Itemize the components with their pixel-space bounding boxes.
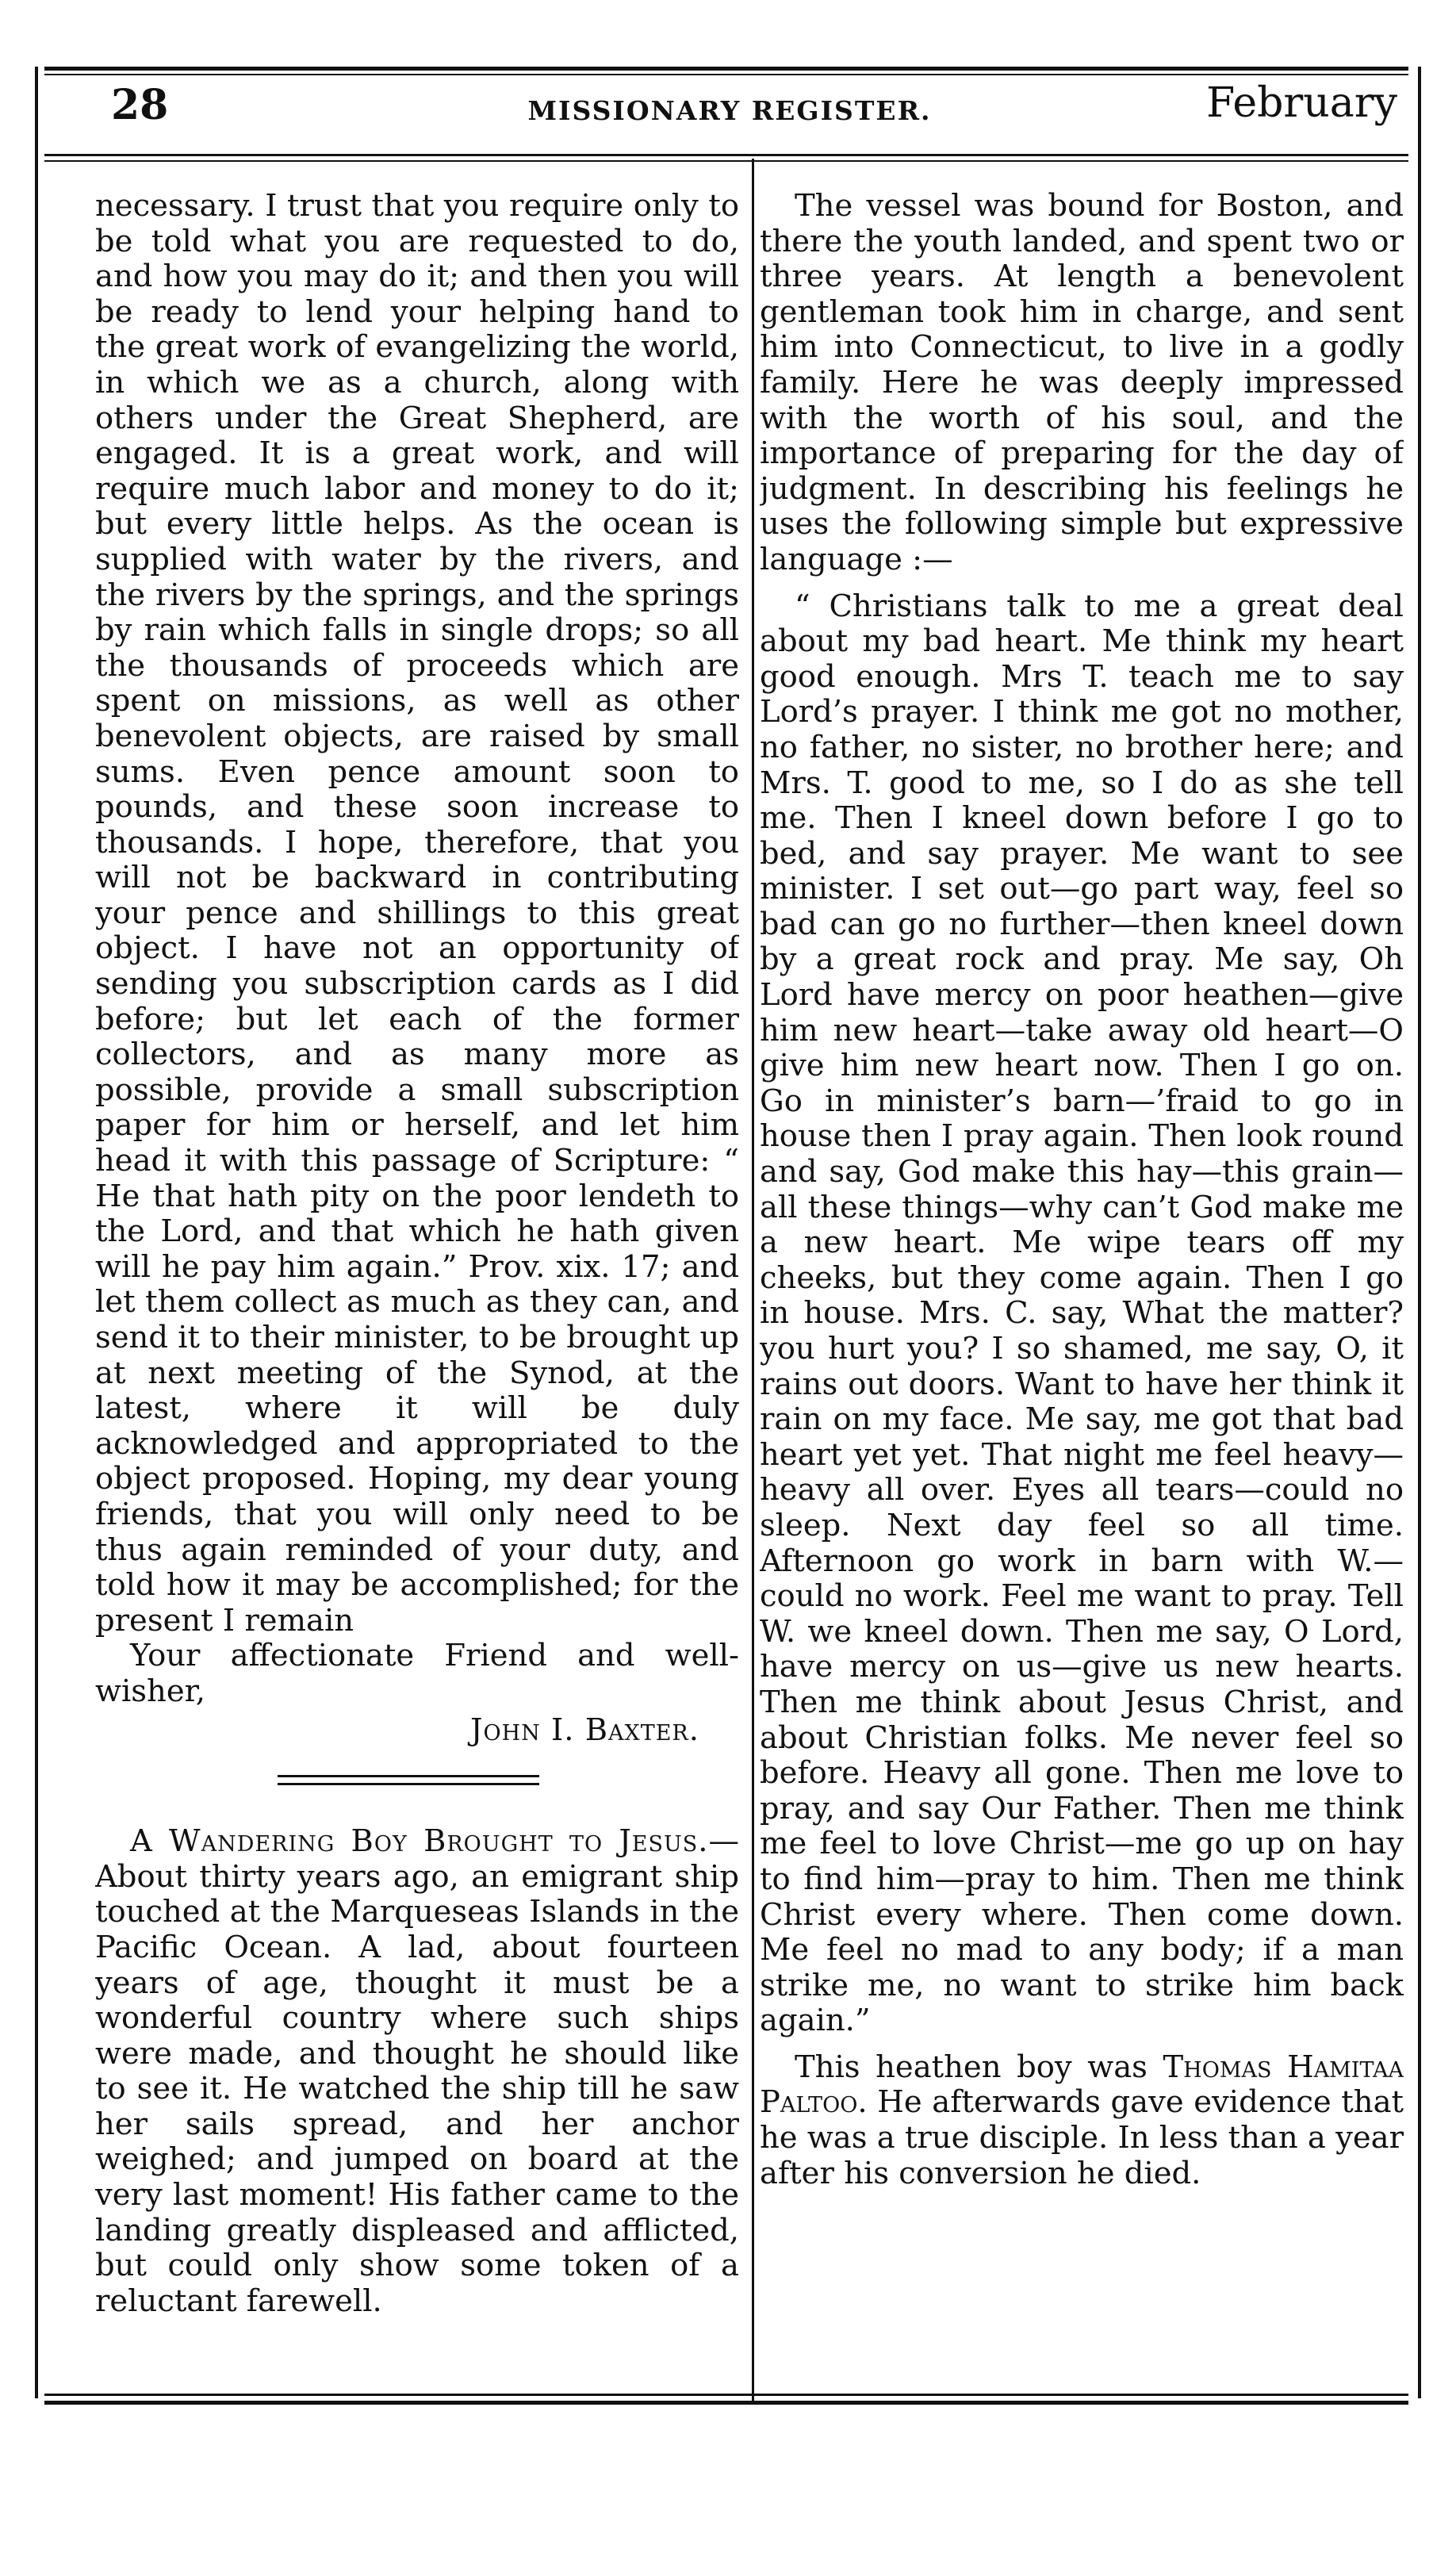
top-rule-outer <box>44 67 1408 71</box>
page-header <box>56 76 1404 149</box>
letter-body: necessary. I trust that you require only to be told what you are requested to do, and how you may do it; and then you will be ready to lend your helping hand to the great work of evangelizing the world, in which we as a church, along with others under the Great Shepherd, are engaged. It is a great work, and will require much labor and money to do it; but every little helps. As the ocean is supplied with water by the rivers, and the rivers by the springs, and the springs by rain which falls in single drops; so all the thousands of proceeds which are spent on missions, as well as other benevolent objects, are raised by small sums. Even pence amount soon to pounds, and these soon increase to thousands. I hope, therefore, that you will not be backward in contributing your pence and shillings to this great object. I have not an opportunity of sending you subscription cards as I did before; but let each of the former collectors, and as many more as possible, provide a small subscription paper for him or herself, and let him head it with this passage of Scripture: “ He that hath pity on the poor lendeth to the Lord, and that which he hath given will he pay him again.” Prov. xix. 17; and let them collect as much as they can, and send it to their minister, to be brought up at next meeting of the Synod, at the latest, where it will be duly acknowledged and appropriated to the object proposed. Hoping, my dear young friends, that you will only need to be thus again reminded of your duty, and told how it may be accomplished; for the present I remain <box>95 189 739 1639</box>
page-number: 28 <box>111 81 169 129</box>
issue-month: February <box>1206 79 1397 127</box>
conclusion-lead: This heathen boy was <box>795 2049 1163 2085</box>
article-paragraph <box>95 1824 739 2319</box>
header-rule-lower <box>44 160 1408 162</box>
story-paragraph: The vessel was bound for Boston, and there the youth landed, and spent two or three years. At length a benevolent gentleman took him in charge, and sent him into Connecticut, to live in a godly family. Here he was deeply impressed with the worth of his soul, and the importance of preparing for the day of judgment. In describing his feelings he uses the following simple but expressive language :— <box>760 189 1404 577</box>
convert-name: Thomas Hamitaa Paltoo <box>760 2049 1404 2121</box>
running-title: MISSIONARY REGISTER. <box>527 95 932 126</box>
article-body: —About thirty years ago, an emigrant ship touched at the Marqueseas Islands in the Pacific Ocean. A lad, about fourteen years of age, thought it must be a wonderful country where such ships were made, and thought he should like to see it. He watched the ship till he saw her sails spread, and her anchor weighed; and jumped on board at the very last moment! His father came to the landing greatly displeased and afflicted, but could only show some token of a reluctant farewell. <box>95 1823 739 2319</box>
header-rule-upper <box>44 154 1408 156</box>
letter-closing: Your affectionate Friend and well-wisher, <box>95 1638 739 1709</box>
top-rule-inner <box>44 74 1408 75</box>
letter-signature: John I. Baxter. <box>470 1711 699 1748</box>
boy-testimony-quote: “ Christians talk to me a great deal about my bad heart. Me think my heart good enough. Mrs T. teach me to say Lord’s prayer. I think me got no mother, no father, no sister, no brother here; and Mrs. T. good to me, so I do as she tell me. Then I kneel down before I go to bed, and say prayer. Me want to see minister. I set out—go part way, feel so bad can go no further—then kneel down by a great rock and pray. Me say, Oh Lord have mercy on poor heathen—give him new heart—take away old heart—O give him new heart now. Then I go on. Go in minister’s barn—’fraid to go in house then I pray again. Then look round and say, God make this hay—this grain—all these things—why can’t God make me a new heart. Me wipe tears off my cheeks, but they come again. Then I go in house. Mrs. C. say, What the matter? you hurt you? I so shamed, me say, O, it rains out doors. Want to have her think it rain on my face. Me say, me got that bad heart yet yet. That night me feel heavy—heavy all over. Eyes all tears—could no sleep. Next day feel so all time. Afternoon go work in barn with W.—could no work. Feel me want to pray. Tell W. we kneel down. Then me say, O Lord, have mercy on us—give us new hearts. Then me think about Jesus Christ, and about Christian folks. Me never feel so before. Heavy all gone. Then me love to pray, and say Our Father. Then me think me feel to love Christ—me go up on hay to find him—pray to him. Then me think Christ every where. Then come down. Me feel no mad to any body; if a man strike me, no want to strike him back again.” <box>760 588 1404 2039</box>
bottom-rule-upper <box>44 2394 1408 2396</box>
bottom-rule-lower <box>44 2401 1408 2405</box>
article-title: A Wandering Boy Brought to Jesus. <box>130 1823 709 1860</box>
section-divider <box>95 1762 739 1802</box>
column-divider <box>752 159 754 2403</box>
conclusion-rest: . He afterwards gave evidence that he was a true disciple. In less than a year after his conversion he died. <box>760 2084 1404 2191</box>
conclusion-paragraph <box>760 2050 1404 2191</box>
right-column <box>760 189 1404 2401</box>
left-column <box>95 189 739 2401</box>
